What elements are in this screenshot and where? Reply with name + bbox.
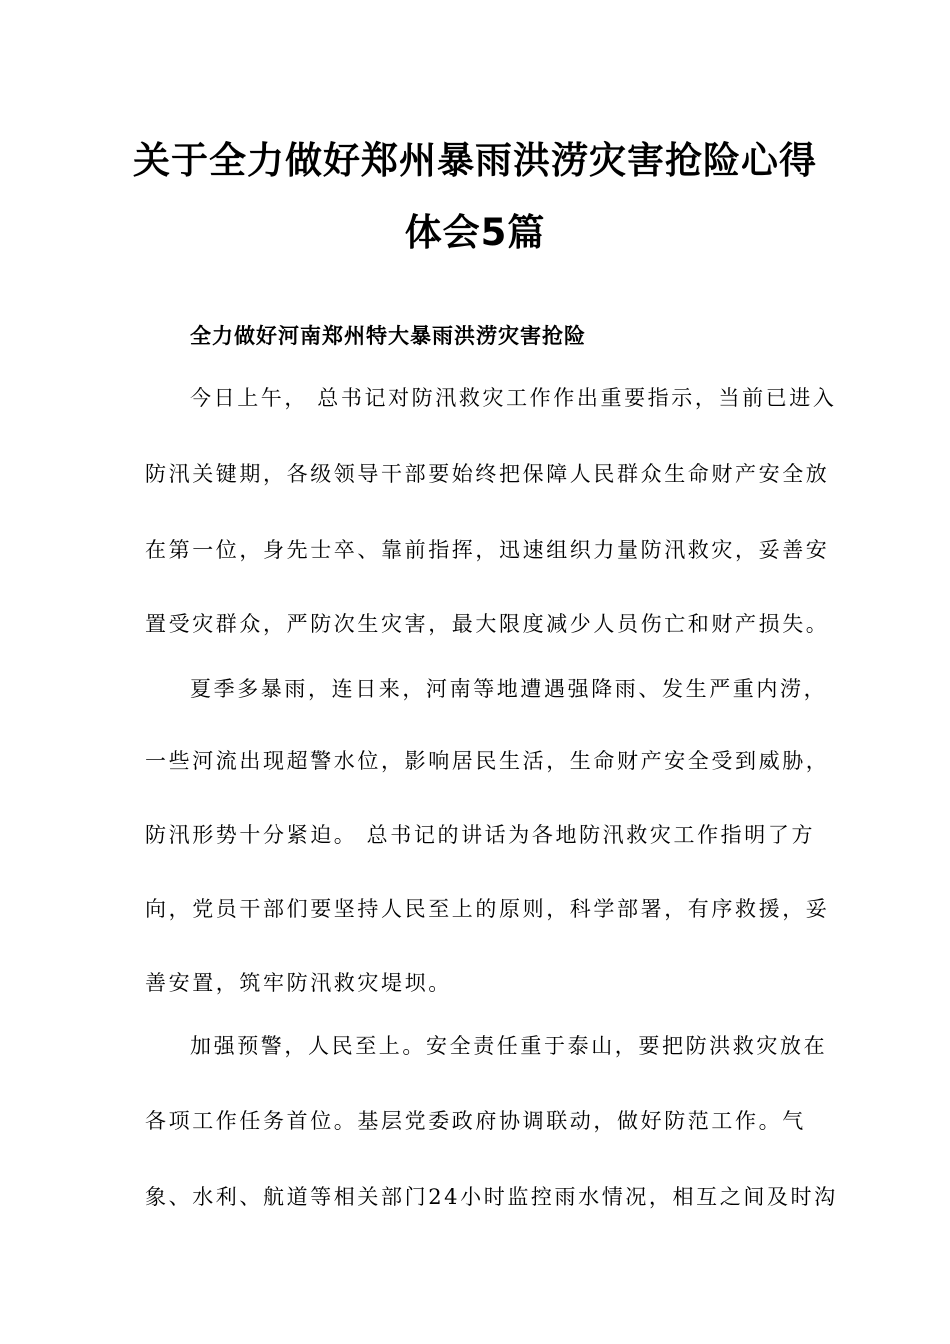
document-title-line-1: 关于全力做好郑州暴雨洪涝灾害抢险心得	[133, 139, 817, 182]
paragraph-1-line-2: 防汛关键期，各级领导干部要始终把保障人民群众生命财产安全放	[145, 462, 830, 486]
paragraph-2-line-3: 防汛形势十分紧迫。 总书记的讲话为各地防汛救灾工作指明了方	[145, 823, 816, 847]
paragraph-1-line-1: 今日上午， 总书记对防汛救灾工作作出重要指示，当前已进入	[190, 386, 837, 410]
document-title-line-2: 体会5篇	[404, 211, 546, 254]
section-heading: 全力做好河南郑州特大暴雨洪涝灾害抢险	[190, 324, 586, 348]
paragraph-1-line-3: 在第一位，身先士卒、靠前指挥，迅速组织力量防汛救灾，妥善安	[145, 538, 830, 562]
paragraph-2-line-5: 善安置，筑牢防汛救灾堤坝。	[145, 971, 452, 995]
paragraph-2-line-2: 一些河流出现超警水位，影响居民生活，生命财产安全受到威胁，	[145, 749, 830, 773]
paragraph-3-line-2: 各项工作任务首位。基层党委政府协调联动，做好防范工作。气	[145, 1109, 806, 1133]
paragraph-1-line-4: 置受灾群众，严防次生灾害，最大限度减少人员伤亡和财产损失。	[145, 612, 830, 636]
paragraph-3-line-1: 加强预警，人民至上。安全责任重于泰山，要把防洪救灾放在	[190, 1034, 828, 1058]
paragraph-2-line-4: 向，党员干部们要坚持人民至上的原则，科学部署，有序救援，妥	[145, 897, 830, 921]
paragraph-2-line-1: 夏季多暴雨，连日来，河南等地遭遇强降雨、发生严重内涝，	[190, 677, 828, 701]
paragraph-3-line-3: 象、水利、航道等相关部门24小时监控雨水情况，相互之间及时沟	[145, 1185, 838, 1209]
